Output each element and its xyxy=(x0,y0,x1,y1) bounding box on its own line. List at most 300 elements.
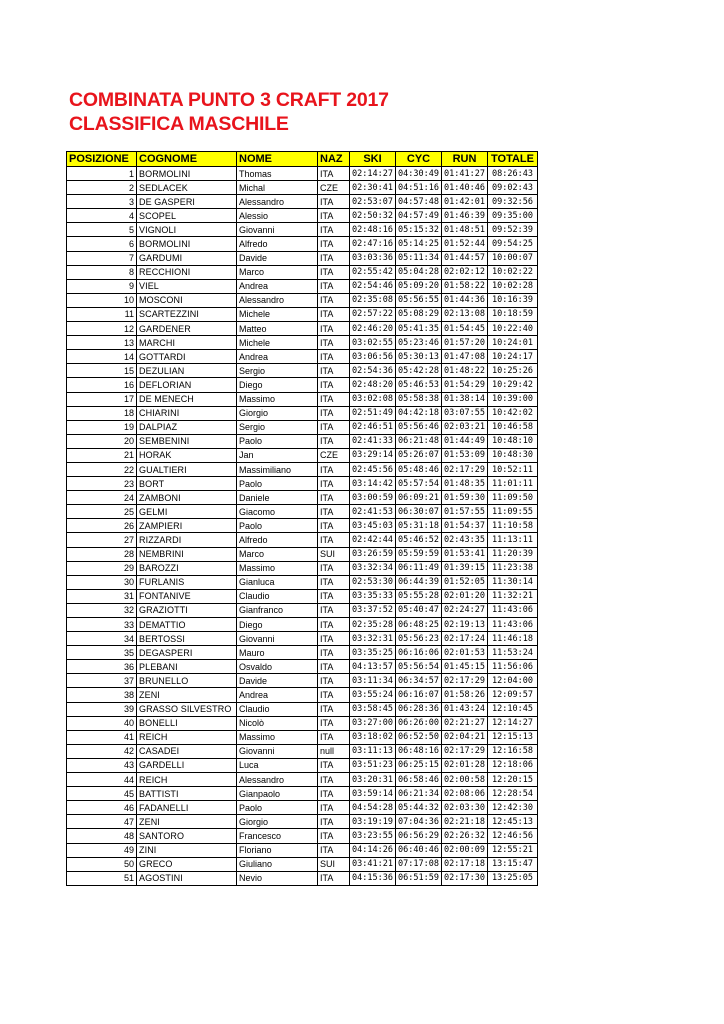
position-cell: 33 xyxy=(67,618,137,632)
run-time-cell: 02:24:27 xyxy=(442,603,488,617)
cyc-time-cell: 06:25:15 xyxy=(396,758,442,772)
run-time-cell: 02:01:28 xyxy=(442,758,488,772)
table-row xyxy=(67,730,538,744)
run-time-cell: 02:08:06 xyxy=(442,787,488,801)
position-cell: 21 xyxy=(67,448,137,462)
ski-time-cell: 03:19:19 xyxy=(350,815,396,829)
position-cell: 40 xyxy=(67,716,137,730)
run-time-cell: 02:00:58 xyxy=(442,773,488,787)
run-time-cell: 01:58:22 xyxy=(442,279,488,293)
cyc-time-cell: 06:11:49 xyxy=(396,561,442,575)
position-cell: 25 xyxy=(67,505,137,519)
total-time-cell: 11:46:18 xyxy=(488,632,538,646)
total-time-cell: 10:25:26 xyxy=(488,364,538,378)
name-cell: Andrea xyxy=(237,350,318,364)
header-nome: NOME xyxy=(237,152,318,167)
table-row xyxy=(67,716,538,730)
name-cell: Sergio xyxy=(237,364,318,378)
position-cell: 16 xyxy=(67,378,137,392)
cyc-time-cell: 05:08:29 xyxy=(396,307,442,321)
run-time-cell: 01:48:51 xyxy=(442,223,488,237)
ski-time-cell: 03:02:55 xyxy=(350,336,396,350)
surname-cell: BAROZZI xyxy=(137,561,237,575)
surname-cell: HORAK xyxy=(137,448,237,462)
nationality-cell: ITA xyxy=(318,730,350,744)
surname-cell: ZENI xyxy=(137,688,237,702)
name-cell: Diego xyxy=(237,618,318,632)
table-row xyxy=(67,181,538,195)
run-time-cell: 02:17:29 xyxy=(442,744,488,758)
table-row xyxy=(67,843,538,857)
results-table xyxy=(66,151,538,886)
position-cell: 2 xyxy=(67,181,137,195)
nationality-cell: ITA xyxy=(318,646,350,660)
name-cell: Giovanni xyxy=(237,744,318,758)
name-cell: Nevio xyxy=(237,871,318,885)
surname-cell: NEMBRINI xyxy=(137,547,237,561)
ski-time-cell: 03:23:55 xyxy=(350,829,396,843)
run-time-cell: 02:01:53 xyxy=(442,646,488,660)
results-body xyxy=(67,167,538,886)
nationality-cell: SUI xyxy=(318,547,350,561)
ski-time-cell: 02:42:44 xyxy=(350,533,396,547)
name-cell: Giovanni xyxy=(237,223,318,237)
table-row xyxy=(67,293,538,307)
surname-cell: FONTANIVE xyxy=(137,589,237,603)
position-cell: 47 xyxy=(67,815,137,829)
position-cell: 20 xyxy=(67,434,137,448)
run-time-cell: 02:17:29 xyxy=(442,674,488,688)
position-cell: 5 xyxy=(67,223,137,237)
position-cell: 7 xyxy=(67,251,137,265)
name-cell: Giacomo xyxy=(237,505,318,519)
name-cell: Giorgio xyxy=(237,406,318,420)
table-row xyxy=(67,871,538,885)
total-time-cell: 12:45:13 xyxy=(488,815,538,829)
run-time-cell: 01:44:36 xyxy=(442,293,488,307)
table-row xyxy=(67,702,538,716)
cyc-time-cell: 05:11:34 xyxy=(396,251,442,265)
name-cell: Paolo xyxy=(237,519,318,533)
nationality-cell: ITA xyxy=(318,618,350,632)
run-time-cell: 02:03:21 xyxy=(442,420,488,434)
total-time-cell: 09:52:39 xyxy=(488,223,538,237)
total-time-cell: 11:32:21 xyxy=(488,589,538,603)
name-cell: Andrea xyxy=(237,688,318,702)
table-row xyxy=(67,167,538,181)
ski-time-cell: 03:06:56 xyxy=(350,350,396,364)
table-row xyxy=(67,336,538,350)
name-cell: Paolo xyxy=(237,801,318,815)
position-cell: 17 xyxy=(67,392,137,406)
cyc-time-cell: 05:48:46 xyxy=(396,462,442,476)
position-cell: 13 xyxy=(67,336,137,350)
cyc-time-cell: 06:28:36 xyxy=(396,702,442,716)
run-time-cell: 01:52:05 xyxy=(442,575,488,589)
nationality-cell: ITA xyxy=(318,491,350,505)
ski-time-cell: 03:41:21 xyxy=(350,857,396,871)
total-time-cell: 12:18:06 xyxy=(488,758,538,772)
position-cell: 30 xyxy=(67,575,137,589)
total-time-cell: 12:04:00 xyxy=(488,674,538,688)
table-row xyxy=(67,857,538,871)
nationality-cell: ITA xyxy=(318,801,350,815)
nationality-cell: ITA xyxy=(318,251,350,265)
surname-cell: MARCHI xyxy=(137,336,237,350)
cyc-time-cell: 06:16:07 xyxy=(396,688,442,702)
position-cell: 1 xyxy=(67,167,137,181)
nationality-cell: ITA xyxy=(318,603,350,617)
surname-cell: GELMI xyxy=(137,505,237,519)
name-cell: Marco xyxy=(237,265,318,279)
name-cell: Paolo xyxy=(237,434,318,448)
name-cell: Francesco xyxy=(237,829,318,843)
cyc-time-cell: 05:30:13 xyxy=(396,350,442,364)
position-cell: 14 xyxy=(67,350,137,364)
run-time-cell: 01:44:57 xyxy=(442,251,488,265)
surname-cell: SEMBENINI xyxy=(137,434,237,448)
cyc-time-cell: 05:46:53 xyxy=(396,378,442,392)
surname-cell: DE GASPERI xyxy=(137,195,237,209)
ski-time-cell: 03:14:42 xyxy=(350,477,396,491)
surname-cell: DEFLORIAN xyxy=(137,378,237,392)
ski-time-cell: 02:30:41 xyxy=(350,181,396,195)
table-row xyxy=(67,646,538,660)
ski-time-cell: 02:45:56 xyxy=(350,462,396,476)
run-time-cell: 01:45:15 xyxy=(442,660,488,674)
run-time-cell: 02:21:27 xyxy=(442,716,488,730)
name-cell: Alfredo xyxy=(237,533,318,547)
ski-time-cell: 04:13:57 xyxy=(350,660,396,674)
table-row xyxy=(67,561,538,575)
ski-time-cell: 03:02:08 xyxy=(350,392,396,406)
ski-time-cell: 02:14:27 xyxy=(350,167,396,181)
cyc-time-cell: 05:14:25 xyxy=(396,237,442,251)
cyc-time-cell: 04:57:49 xyxy=(396,209,442,223)
ski-time-cell: 02:57:22 xyxy=(350,307,396,321)
cyc-time-cell: 06:26:00 xyxy=(396,716,442,730)
table-row xyxy=(67,237,538,251)
position-cell: 36 xyxy=(67,660,137,674)
cyc-time-cell: 05:46:52 xyxy=(396,533,442,547)
ski-time-cell: 02:41:33 xyxy=(350,434,396,448)
surname-cell: SCOPEL xyxy=(137,209,237,223)
name-cell: Giorgio xyxy=(237,815,318,829)
total-time-cell: 12:55:21 xyxy=(488,843,538,857)
surname-cell: BORMOLINI xyxy=(137,167,237,181)
ski-time-cell: 02:53:30 xyxy=(350,575,396,589)
position-cell: 44 xyxy=(67,773,137,787)
cyc-time-cell: 06:40:46 xyxy=(396,843,442,857)
surname-cell: SANTORO xyxy=(137,829,237,843)
name-cell: Alessandro xyxy=(237,195,318,209)
table-row xyxy=(67,815,538,829)
nationality-cell: ITA xyxy=(318,660,350,674)
nationality-cell: ITA xyxy=(318,167,350,181)
total-time-cell: 12:16:58 xyxy=(488,744,538,758)
ski-time-cell: 03:59:14 xyxy=(350,787,396,801)
cyc-time-cell: 06:30:07 xyxy=(396,505,442,519)
surname-cell: CASADEI xyxy=(137,744,237,758)
nationality-cell: ITA xyxy=(318,561,350,575)
ski-time-cell: 03:29:14 xyxy=(350,448,396,462)
ski-time-cell: 03:26:59 xyxy=(350,547,396,561)
ski-time-cell: 03:35:25 xyxy=(350,646,396,660)
run-time-cell: 01:38:14 xyxy=(442,392,488,406)
table-row xyxy=(67,279,538,293)
surname-cell: ZENI xyxy=(137,815,237,829)
nationality-cell: ITA xyxy=(318,477,350,491)
cyc-time-cell: 06:56:29 xyxy=(396,829,442,843)
total-time-cell: 11:01:11 xyxy=(488,477,538,491)
run-time-cell: 01:59:30 xyxy=(442,491,488,505)
document-title: COMBINATA PUNTO 3 CRAFT 2017 xyxy=(69,89,389,111)
cyc-time-cell: 06:16:06 xyxy=(396,646,442,660)
cyc-time-cell: 05:04:28 xyxy=(396,265,442,279)
ski-time-cell: 02:51:49 xyxy=(350,406,396,420)
table-row xyxy=(67,223,538,237)
run-time-cell: 01:54:37 xyxy=(442,519,488,533)
ski-time-cell: 03:00:59 xyxy=(350,491,396,505)
header-totale: TOTALE xyxy=(488,152,538,167)
cyc-time-cell: 04:51:16 xyxy=(396,181,442,195)
total-time-cell: 10:02:22 xyxy=(488,265,538,279)
surname-cell: BONELLI xyxy=(137,716,237,730)
run-time-cell: 01:48:22 xyxy=(442,364,488,378)
ski-time-cell: 03:18:02 xyxy=(350,730,396,744)
nationality-cell: ITA xyxy=(318,307,350,321)
cyc-time-cell: 04:57:48 xyxy=(396,195,442,209)
surname-cell: BORT xyxy=(137,477,237,491)
position-cell: 45 xyxy=(67,787,137,801)
table-row xyxy=(67,505,538,519)
total-time-cell: 10:52:11 xyxy=(488,462,538,476)
nationality-cell: ITA xyxy=(318,223,350,237)
table-row xyxy=(67,618,538,632)
total-time-cell: 09:32:56 xyxy=(488,195,538,209)
name-cell: Daniele xyxy=(237,491,318,505)
total-time-cell: 12:20:15 xyxy=(488,773,538,787)
nationality-cell: ITA xyxy=(318,758,350,772)
nationality-cell: ITA xyxy=(318,871,350,885)
table-row xyxy=(67,307,538,321)
surname-cell: BATTISTI xyxy=(137,787,237,801)
name-cell: Massimo xyxy=(237,561,318,575)
table-row xyxy=(67,477,538,491)
position-cell: 32 xyxy=(67,603,137,617)
run-time-cell: 02:04:21 xyxy=(442,730,488,744)
total-time-cell: 12:15:13 xyxy=(488,730,538,744)
surname-cell: CHIARINI xyxy=(137,406,237,420)
ski-time-cell: 02:48:20 xyxy=(350,378,396,392)
nationality-cell: ITA xyxy=(318,674,350,688)
total-time-cell: 09:02:43 xyxy=(488,181,538,195)
cyc-time-cell: 06:51:59 xyxy=(396,871,442,885)
table-row xyxy=(67,603,538,617)
name-cell: Alessandro xyxy=(237,773,318,787)
nationality-cell: ITA xyxy=(318,533,350,547)
table-row xyxy=(67,420,538,434)
total-time-cell: 11:23:38 xyxy=(488,561,538,575)
total-time-cell: 11:09:50 xyxy=(488,491,538,505)
total-time-cell: 11:09:55 xyxy=(488,505,538,519)
run-time-cell: 02:03:30 xyxy=(442,801,488,815)
name-cell: Diego xyxy=(237,378,318,392)
surname-cell: DEZULIAN xyxy=(137,364,237,378)
ski-time-cell: 02:41:53 xyxy=(350,505,396,519)
position-cell: 37 xyxy=(67,674,137,688)
run-time-cell: 02:17:30 xyxy=(442,871,488,885)
run-time-cell: 02:17:24 xyxy=(442,632,488,646)
name-cell: Marco xyxy=(237,547,318,561)
ski-time-cell: 02:48:16 xyxy=(350,223,396,237)
position-cell: 6 xyxy=(67,237,137,251)
cyc-time-cell: 06:52:50 xyxy=(396,730,442,744)
position-cell: 12 xyxy=(67,322,137,336)
surname-cell: RIZZARDI xyxy=(137,533,237,547)
table-row xyxy=(67,434,538,448)
table-row xyxy=(67,406,538,420)
name-cell: Gianpaolo xyxy=(237,787,318,801)
name-cell: Michele xyxy=(237,307,318,321)
position-cell: 48 xyxy=(67,829,137,843)
ski-time-cell: 02:55:42 xyxy=(350,265,396,279)
nationality-cell: ITA xyxy=(318,364,350,378)
cyc-time-cell: 06:21:48 xyxy=(396,434,442,448)
ski-time-cell: 02:46:51 xyxy=(350,420,396,434)
cyc-time-cell: 05:23:46 xyxy=(396,336,442,350)
document-subtitle: CLASSIFICA MASCHILE xyxy=(69,113,289,135)
cyc-time-cell: 06:58:46 xyxy=(396,773,442,787)
nationality-cell: ITA xyxy=(318,293,350,307)
nationality-cell: ITA xyxy=(318,434,350,448)
run-time-cell: 01:47:08 xyxy=(442,350,488,364)
name-cell: Andrea xyxy=(237,279,318,293)
name-cell: Luca xyxy=(237,758,318,772)
run-time-cell: 01:58:26 xyxy=(442,688,488,702)
run-time-cell: 01:41:27 xyxy=(442,167,488,181)
ski-time-cell: 03:58:45 xyxy=(350,702,396,716)
run-time-cell: 02:00:09 xyxy=(442,843,488,857)
total-time-cell: 11:30:14 xyxy=(488,575,538,589)
name-cell: Sergio xyxy=(237,420,318,434)
total-time-cell: 09:35:00 xyxy=(488,209,538,223)
cyc-time-cell: 04:30:49 xyxy=(396,167,442,181)
cyc-time-cell: 05:56:46 xyxy=(396,420,442,434)
cyc-time-cell: 06:34:57 xyxy=(396,674,442,688)
run-time-cell: 02:43:35 xyxy=(442,533,488,547)
nationality-cell: ITA xyxy=(318,843,350,857)
run-time-cell: 02:17:18 xyxy=(442,857,488,871)
name-cell: Davide xyxy=(237,674,318,688)
position-cell: 29 xyxy=(67,561,137,575)
cyc-time-cell: 05:58:38 xyxy=(396,392,442,406)
table-row xyxy=(67,660,538,674)
cyc-time-cell: 06:48:25 xyxy=(396,618,442,632)
nationality-cell: CZE xyxy=(318,181,350,195)
position-cell: 18 xyxy=(67,406,137,420)
header-naz: NAZ xyxy=(318,152,350,167)
position-cell: 34 xyxy=(67,632,137,646)
nationality-cell: ITA xyxy=(318,336,350,350)
ski-time-cell: 02:35:08 xyxy=(350,293,396,307)
run-time-cell: 01:43:24 xyxy=(442,702,488,716)
run-time-cell: 02:17:29 xyxy=(442,462,488,476)
name-cell: Massimo xyxy=(237,730,318,744)
position-cell: 3 xyxy=(67,195,137,209)
cyc-time-cell: 05:56:23 xyxy=(396,632,442,646)
name-cell: Massimiliano xyxy=(237,462,318,476)
nationality-cell: ITA xyxy=(318,420,350,434)
table-row xyxy=(67,688,538,702)
ski-time-cell: 03:03:36 xyxy=(350,251,396,265)
header-run: RUN xyxy=(442,152,488,167)
table-row xyxy=(67,773,538,787)
table-row xyxy=(67,462,538,476)
run-time-cell: 01:46:39 xyxy=(442,209,488,223)
nationality-cell: ITA xyxy=(318,716,350,730)
table-row xyxy=(67,575,538,589)
nationality-cell: ITA xyxy=(318,787,350,801)
ski-time-cell: 03:55:24 xyxy=(350,688,396,702)
name-cell: Gianluca xyxy=(237,575,318,589)
total-time-cell: 11:43:06 xyxy=(488,603,538,617)
position-cell: 22 xyxy=(67,462,137,476)
ski-time-cell: 02:53:07 xyxy=(350,195,396,209)
cyc-time-cell: 06:09:21 xyxy=(396,491,442,505)
surname-cell: DEMATTIO xyxy=(137,618,237,632)
surname-cell: VIEL xyxy=(137,279,237,293)
name-cell: Matteo xyxy=(237,322,318,336)
run-time-cell: 02:26:32 xyxy=(442,829,488,843)
table-row xyxy=(67,589,538,603)
ski-time-cell: 04:14:26 xyxy=(350,843,396,857)
position-cell: 43 xyxy=(67,758,137,772)
name-cell: Osvaldo xyxy=(237,660,318,674)
position-cell: 10 xyxy=(67,293,137,307)
ski-time-cell: 03:20:31 xyxy=(350,773,396,787)
name-cell: Alessandro xyxy=(237,293,318,307)
position-cell: 31 xyxy=(67,589,137,603)
nationality-cell: ITA xyxy=(318,702,350,716)
surname-cell: SEDLACEK xyxy=(137,181,237,195)
surname-cell: REICH xyxy=(137,730,237,744)
total-time-cell: 11:13:11 xyxy=(488,533,538,547)
ski-time-cell: 03:35:33 xyxy=(350,589,396,603)
table-row xyxy=(67,491,538,505)
position-cell: 38 xyxy=(67,688,137,702)
run-time-cell: 01:53:41 xyxy=(442,547,488,561)
total-time-cell: 13:25:05 xyxy=(488,871,538,885)
cyc-time-cell: 05:57:54 xyxy=(396,477,442,491)
run-time-cell: 02:01:20 xyxy=(442,589,488,603)
cyc-time-cell: 05:41:35 xyxy=(396,322,442,336)
ski-time-cell: 03:45:03 xyxy=(350,519,396,533)
run-time-cell: 01:42:01 xyxy=(442,195,488,209)
total-time-cell: 13:15:47 xyxy=(488,857,538,871)
nationality-cell: ITA xyxy=(318,350,350,364)
name-cell: Nicolò xyxy=(237,716,318,730)
total-time-cell: 12:28:54 xyxy=(488,787,538,801)
ski-time-cell: 02:54:46 xyxy=(350,279,396,293)
surname-cell: ZAMBONI xyxy=(137,491,237,505)
name-cell: Davide xyxy=(237,251,318,265)
name-cell: Paolo xyxy=(237,477,318,491)
ski-time-cell: 03:27:00 xyxy=(350,716,396,730)
cyc-time-cell: 05:42:28 xyxy=(396,364,442,378)
position-cell: 15 xyxy=(67,364,137,378)
total-time-cell: 11:53:24 xyxy=(488,646,538,660)
